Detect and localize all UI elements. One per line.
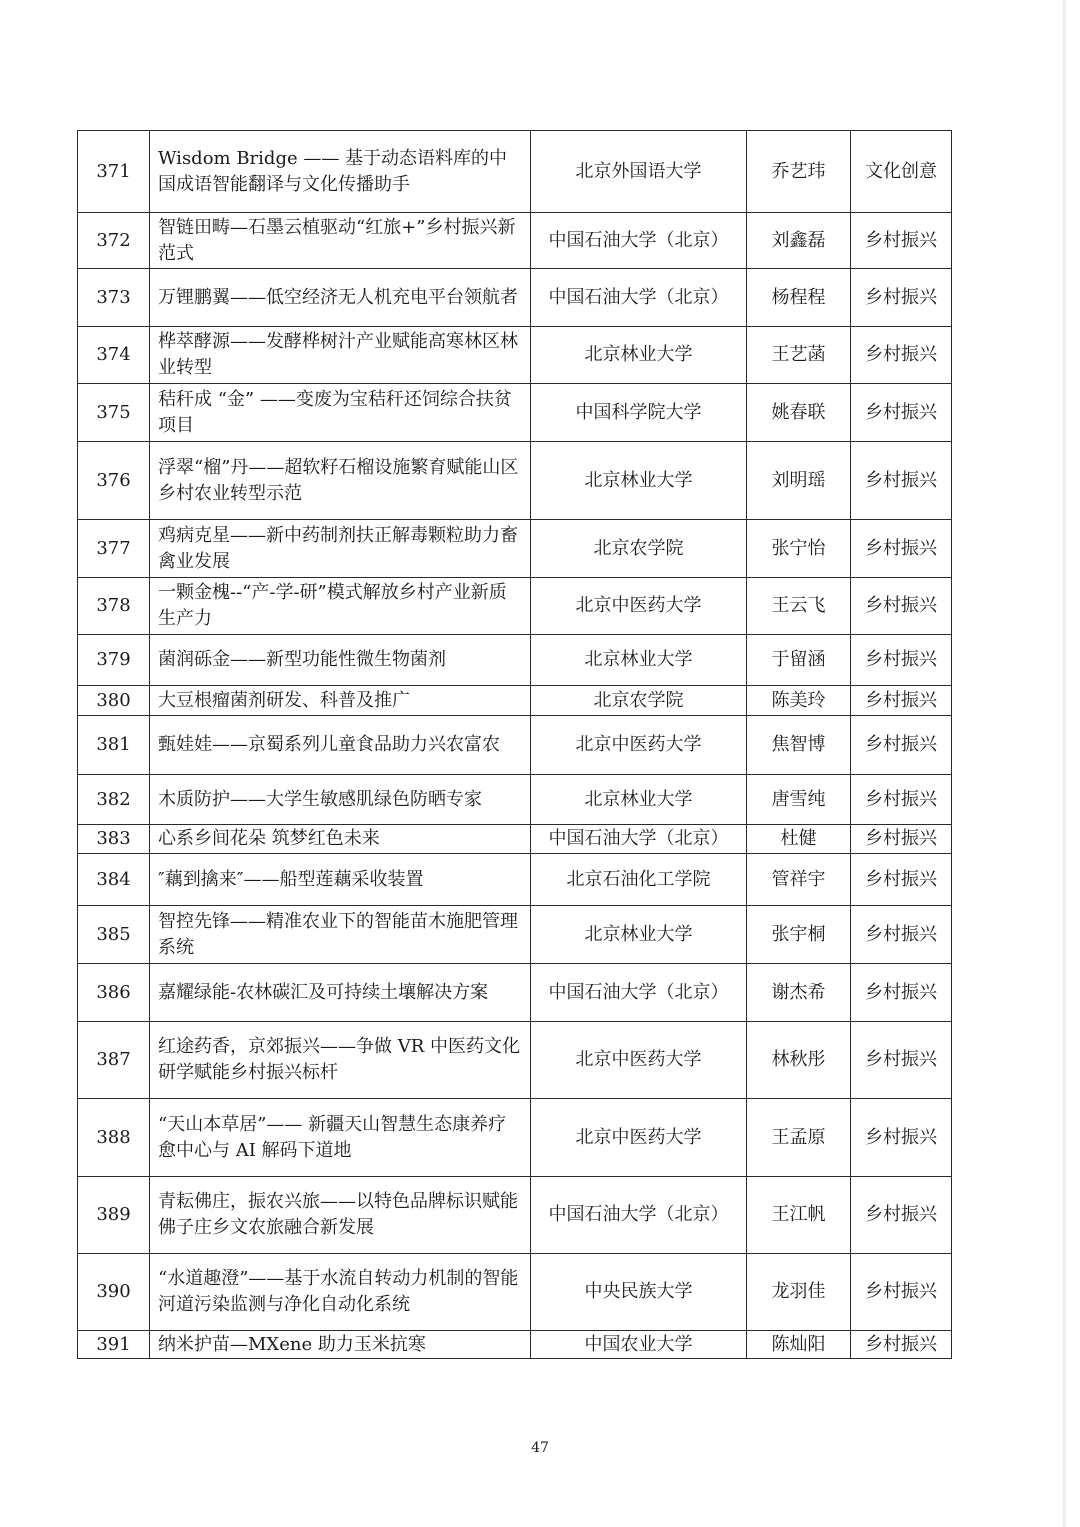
school-name: 中央民族大学 [531, 1254, 747, 1331]
leader-name: 王孟原 [747, 1099, 851, 1177]
table-row [78, 269, 952, 327]
leader-name: 林秋彤 [747, 1022, 851, 1099]
row-number: 378 [78, 578, 150, 635]
leader-name: 王江帆 [747, 1177, 851, 1254]
table-row [78, 131, 952, 213]
category: 乡村振兴 [851, 775, 952, 825]
project-name: 桦萃酵源——发酵桦树汁产业赋能高寒林区林业转型 [150, 327, 531, 384]
school-name: 北京林业大学 [531, 635, 747, 686]
leader-name: 焦智博 [747, 716, 851, 775]
school-name: 北京中医药大学 [531, 578, 747, 635]
category: 乡村振兴 [851, 1022, 952, 1099]
table-row [78, 686, 952, 716]
project-name: 嘉耀绿能-农林碳汇及可持续土壤解决方案 [150, 964, 531, 1022]
table-row [78, 854, 952, 906]
category: 乡村振兴 [851, 635, 952, 686]
row-number: 384 [78, 854, 150, 906]
project-name: 大豆根瘤菌剂研发、科普及推广 [150, 686, 531, 716]
category: 乡村振兴 [851, 686, 952, 716]
project-name: 浮翠“榴”丹——超软籽石榴设施繁育赋能山区乡村农业转型示范 [150, 442, 531, 520]
project-name: 智控先锋——精准农业下的智能苗木施肥管理系统 [150, 906, 531, 964]
school-name: 中国农业大学 [531, 1331, 747, 1359]
category: 乡村振兴 [851, 854, 952, 906]
category: 乡村振兴 [851, 213, 952, 269]
category: 乡村振兴 [851, 716, 952, 775]
category: 乡村振兴 [851, 825, 952, 854]
school-name: 北京中医药大学 [531, 1022, 747, 1099]
table-row [78, 327, 952, 384]
school-name: 中国石油大学（北京） [531, 964, 747, 1022]
school-name: 北京林业大学 [531, 906, 747, 964]
row-number: 379 [78, 635, 150, 686]
row-number: 385 [78, 906, 150, 964]
table-row [78, 1099, 952, 1177]
row-number: 390 [78, 1254, 150, 1331]
project-name: 心系乡间花朵 筑梦红色未来 [150, 825, 531, 854]
category: 乡村振兴 [851, 269, 952, 327]
school-name: 北京农学院 [531, 520, 747, 578]
leader-name: 乔艺玮 [747, 131, 851, 213]
row-number: 371 [78, 131, 150, 213]
school-name: 北京中医药大学 [531, 1099, 747, 1177]
row-number: 389 [78, 1177, 150, 1254]
leader-name: 刘鑫磊 [747, 213, 851, 269]
school-name: 北京林业大学 [531, 442, 747, 520]
table-row [78, 1177, 952, 1254]
leader-name: 张宇桐 [747, 906, 851, 964]
school-name: 中国石油大学（北京） [531, 1177, 747, 1254]
leader-name: 唐雪纯 [747, 775, 851, 825]
table-row [78, 775, 952, 825]
project-name: 木质防护——大学生敏感肌绿色防晒专家 [150, 775, 531, 825]
table-row [78, 1331, 952, 1359]
project-name: 纳米护苗—MXene 助力玉米抗寒 [150, 1331, 531, 1359]
row-number: 382 [78, 775, 150, 825]
table-row [78, 1022, 952, 1099]
row-number: 381 [78, 716, 150, 775]
leader-name: 王艺菡 [747, 327, 851, 384]
row-number: 376 [78, 442, 150, 520]
table-row [78, 213, 952, 269]
row-number: 375 [78, 384, 150, 442]
table-row [78, 964, 952, 1022]
category: 乡村振兴 [851, 906, 952, 964]
project-name: “水道趣澄”——基于水流自转动力机制的智能河道污染监测与净化自动化系统 [150, 1254, 531, 1331]
leader-name: 陈美玲 [747, 686, 851, 716]
school-name: 北京林业大学 [531, 775, 747, 825]
leader-name: 龙羽佳 [747, 1254, 851, 1331]
project-table [77, 130, 952, 1359]
school-name: 北京中医药大学 [531, 716, 747, 775]
category: 乡村振兴 [851, 1254, 952, 1331]
row-number: 373 [78, 269, 150, 327]
school-name: 中国石油大学（北京） [531, 213, 747, 269]
row-number: 386 [78, 964, 150, 1022]
project-name: 菌润砾金——新型功能性微生物菌剂 [150, 635, 531, 686]
project-name: 一颗金槐--“产-学-研”模式解放乡村产业新质生产力 [150, 578, 531, 635]
category: 乡村振兴 [851, 384, 952, 442]
project-name: 鸡病克星——新中药制剂扶正解毒颗粒助力畜禽业发展 [150, 520, 531, 578]
leader-name: 陈灿阳 [747, 1331, 851, 1359]
page-number: 47 [531, 1440, 549, 1456]
leader-name: 张宁怡 [747, 520, 851, 578]
leader-name: 刘明瑶 [747, 442, 851, 520]
project-name: 青耘佛庄，振农兴旅——以特色品牌标识赋能佛子庄乡文农旅融合新发展 [150, 1177, 531, 1254]
table-row [78, 520, 952, 578]
category: 乡村振兴 [851, 1099, 952, 1177]
row-number: 377 [78, 520, 150, 578]
row-number: 387 [78, 1022, 150, 1099]
category: 乡村振兴 [851, 1331, 952, 1359]
table-row [78, 442, 952, 520]
table-row [78, 578, 952, 635]
row-number: 388 [78, 1099, 150, 1177]
leader-name: 杜健 [747, 825, 851, 854]
school-name: 北京外国语大学 [531, 131, 747, 213]
table-row [78, 1254, 952, 1331]
leader-name: 王云飞 [747, 578, 851, 635]
project-name: 甄娃娃——京蜀系列儿童食品助力兴农富农 [150, 716, 531, 775]
category: 乡村振兴 [851, 964, 952, 1022]
category: 乡村振兴 [851, 442, 952, 520]
project-name: “天山本草居”—— 新疆天山智慧生态康养疗愈中心与 AI 解码下道地 [150, 1099, 531, 1177]
project-name: 万锂鹏翼——低空经济无人机充电平台领航者 [150, 269, 531, 327]
table-row [78, 825, 952, 854]
row-number: 383 [78, 825, 150, 854]
leader-name: 谢杰希 [747, 964, 851, 1022]
project-name: Wisdom Bridge —— 基于动态语料库的中国成语智能翻译与文化传播助手 [150, 131, 531, 213]
school-name: 北京林业大学 [531, 327, 747, 384]
leader-name: 于留涵 [747, 635, 851, 686]
table-row [78, 716, 952, 775]
project-name: 秸秆成 “金” ——变废为宝秸秆还饲综合扶贫项目 [150, 384, 531, 442]
category: 文化创意 [851, 131, 952, 213]
row-number: 372 [78, 213, 150, 269]
row-number: 391 [78, 1331, 150, 1359]
leader-name: 杨程程 [747, 269, 851, 327]
table-row [78, 906, 952, 964]
project-name: ″藕到擒来″——船型莲藕采收装置 [150, 854, 531, 906]
row-number: 374 [78, 327, 150, 384]
category: 乡村振兴 [851, 1177, 952, 1254]
row-number: 380 [78, 686, 150, 716]
project-name: 红途药香，京郊振兴——争做 VR 中医药文化研学赋能乡村振兴标杆 [150, 1022, 531, 1099]
school-name: 北京农学院 [531, 686, 747, 716]
project-name: 智链田畴—石墨云植驱动“红旅+”乡村振兴新范式 [150, 213, 531, 269]
category: 乡村振兴 [851, 327, 952, 384]
category: 乡村振兴 [851, 578, 952, 635]
school-name: 北京石油化工学院 [531, 854, 747, 906]
school-name: 中国科学院大学 [531, 384, 747, 442]
leader-name: 姚春联 [747, 384, 851, 442]
table-row [78, 635, 952, 686]
leader-name: 管祥宇 [747, 854, 851, 906]
school-name: 中国石油大学（北京） [531, 269, 747, 327]
category: 乡村振兴 [851, 520, 952, 578]
table-row [78, 384, 952, 442]
scan-edge [1063, 0, 1066, 1527]
school-name: 中国石油大学（北京） [531, 825, 747, 854]
